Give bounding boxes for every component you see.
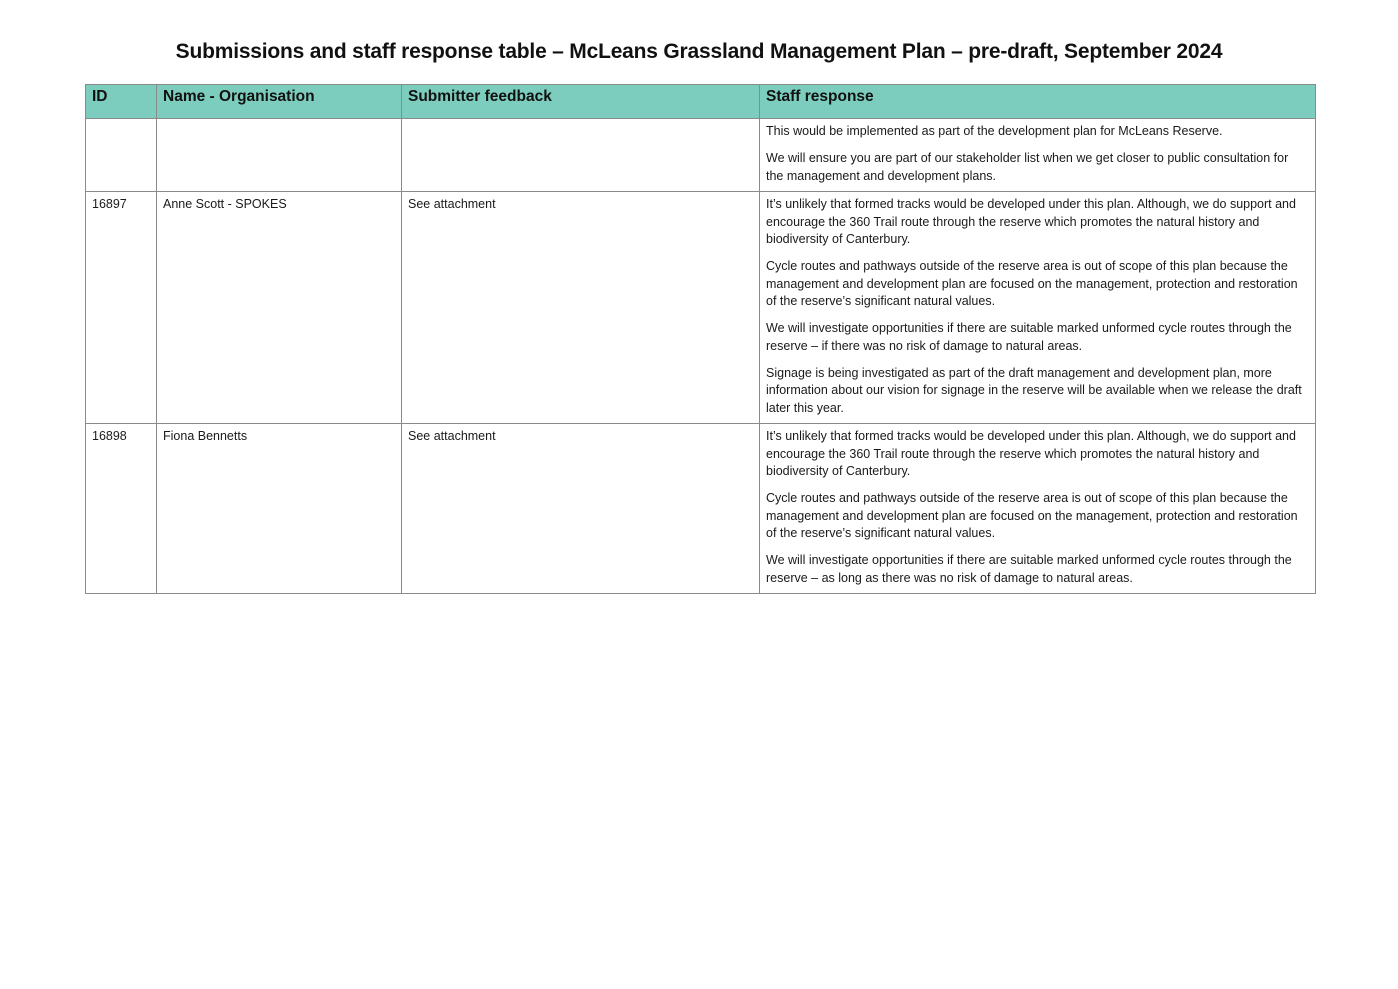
column-header-id: ID [86,85,157,119]
column-header-submitter-feedback: Submitter feedback [402,85,760,119]
response-paragraph: We will ensure you are part of our stakeholder list when we get closer to public consultation for the management and development plans. [766,151,1289,183]
cell-id: 16898 [86,424,157,594]
cell-name-organisation: Fiona Bennetts [157,424,402,594]
response-paragraph: Cycle routes and pathways outside of the reserve area is out of scope of this plan because the management and development plan are focused on the management, protection and restoration of the reserve’s significant natural values. [766,259,1298,308]
cell-submitter-feedback [402,119,760,192]
cell-id: 16897 [86,192,157,424]
column-header-name-organisation: Name - Organisation [157,85,402,119]
response-paragraph: We will investigate opportunities if there are suitable marked unformed cycle routes through the reserve – as long as there was no risk of damage to natural areas. [766,553,1292,585]
table-row [86,119,1316,192]
table-header-row [86,85,1316,119]
table-row [86,192,1316,424]
cell-submitter-feedback: See attachment [402,192,760,424]
cell-id [86,119,157,192]
table-row [86,424,1316,594]
cell-staff-response [760,119,1316,192]
cell-name-organisation [157,119,402,192]
cell-submitter-feedback: See attachment [402,424,760,594]
submissions-table [85,84,1316,594]
response-paragraph: Cycle routes and pathways outside of the reserve area is out of scope of this plan because the management and development plan are focused on the management, protection and restoration of the reserve’s significant natural values. [766,491,1298,540]
response-paragraph: Signage is being investigated as part of the draft management and development plan, more information about our vision for signage in the reserve will be available when we release the draft later this year. [766,365,1302,415]
response-paragraph: This would be implemented as part of the development plan for McLeans Reserve. [766,124,1223,138]
response-paragraph: We will investigate opportunities if there are suitable marked unformed cycle routes through the reserve – if there was no risk of damage to natural areas. [766,321,1292,353]
cell-staff-response [760,424,1316,594]
response-paragraph: It’s unlikely that formed tracks would be developed under this plan. Although, we do support and encourage the 360 Trail route through the reserve which promotes the natural history and biodiversity of Canterbury. [766,197,1296,246]
page-title: Submissions and staff response table – McLeans Grassland Management Plan – pre-draft, September 2024 [175,40,1223,63]
response-paragraph: It’s unlikely that formed tracks would be developed under this plan. Although, we do support and encourage the 360 Trail route through the reserve which promotes the natural history and biodiversity of Canterbury. [766,429,1296,478]
cell-name-organisation: Anne Scott - SPOKES [157,192,402,424]
column-header-staff-response: Staff response [760,85,1316,119]
cell-staff-response [760,192,1316,424]
